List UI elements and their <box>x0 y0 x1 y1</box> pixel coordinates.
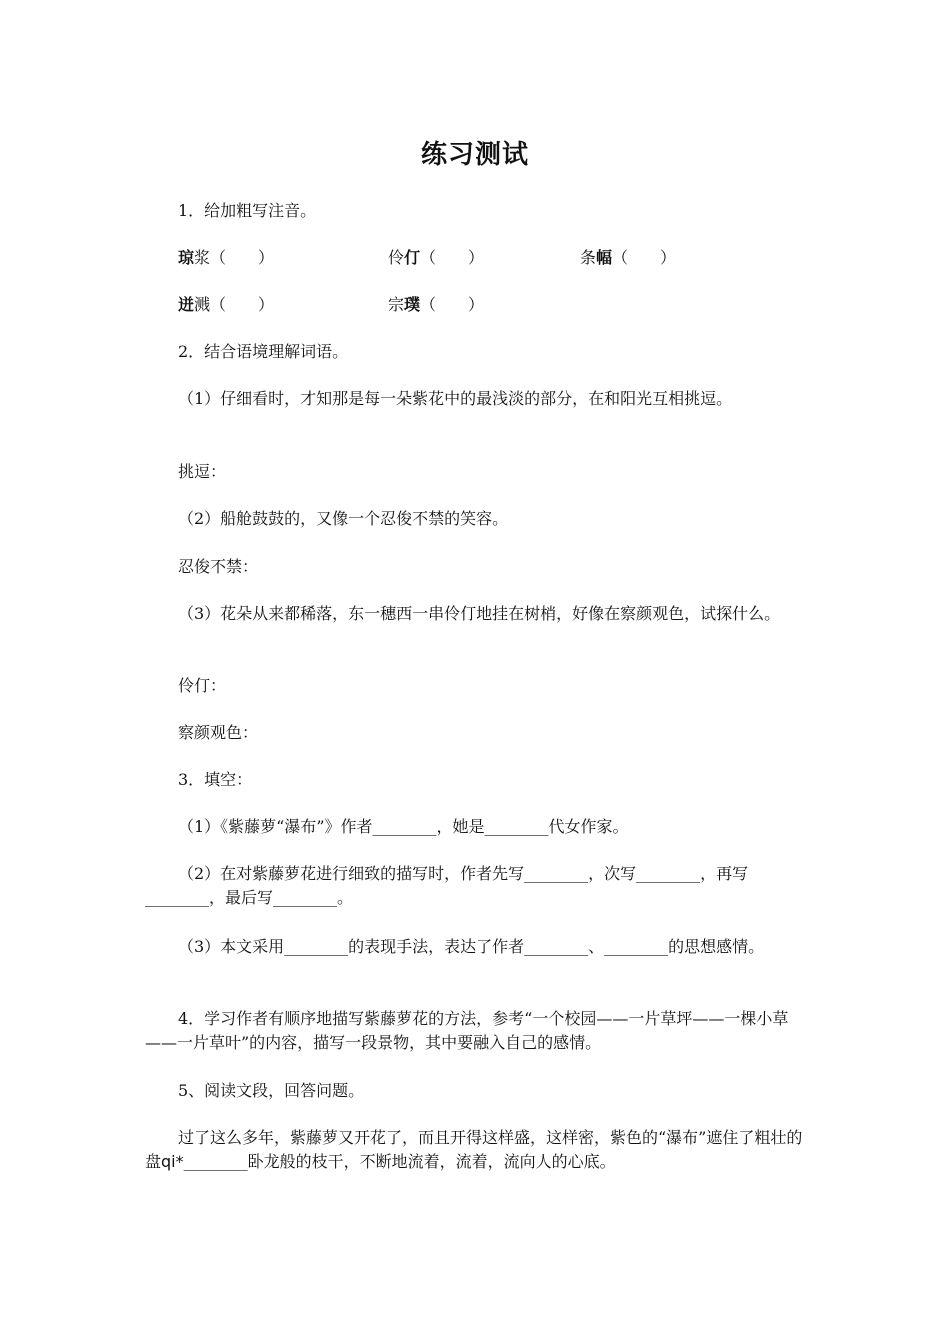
q2-sentence-3: （3）花朵从来都稀落，东一穗西一串伶仃地挂在树梢，好像在察颜观色，试探什么。 <box>178 604 781 623</box>
item-rest: （ ） <box>420 248 485 267</box>
question-5-prompt: 5、阅读文段，回答问题。 <box>178 1081 365 1100</box>
item-rest: （ ） <box>420 295 485 314</box>
bold-char: 迸 <box>178 295 195 314</box>
bold-char: 仃 <box>404 248 421 267</box>
passage-pinyin: qi* <box>161 1152 184 1171</box>
item-pre: 宗 <box>388 295 405 314</box>
item-rest: 浆（ ） <box>194 248 275 267</box>
q5-passage <box>145 1126 810 1174</box>
question-1-prompt: 1．给加粗写注音。 <box>178 201 317 220</box>
bold-char: 琼 <box>178 248 195 267</box>
item-pre: 条 <box>580 248 597 267</box>
q1-item-5 <box>388 293 484 317</box>
q1-item-1 <box>178 246 274 270</box>
bold-char: 璞 <box>404 295 421 314</box>
q2-word-4: 察颜观色： <box>178 723 259 742</box>
passage-text: 过了这么多年，紫藤萝又开花了，而且开得这样盛，这样密，紫色的“瀑布”遮住了粗壮的盘 <box>145 1128 803 1171</box>
q2-sentence-1: （1）仔细看时，才知那是每一朵紫花中的最浅淡的部分，在和阳光互相挑逗。 <box>178 389 733 408</box>
q3-fill-2: （2）在对紫藤萝花进行细致的描写时，作者先写________，次写________，再写________，最后写________。 <box>145 864 749 907</box>
q2-word-2: 忍俊不禁： <box>178 557 259 576</box>
q2-word-3: 伶仃： <box>178 676 227 695</box>
question-3-prompt: 3．填空： <box>178 770 253 789</box>
item-pre: 伶 <box>388 248 405 267</box>
q3-fill-1: （1）《紫藤萝“瀑布”》作者________，她是________代女作家。 <box>178 817 629 836</box>
q1-item-2 <box>388 246 484 270</box>
q3-fill-3: （3）本文采用________的表现手法，表达了作者________、________的思想感情。 <box>178 937 765 956</box>
q1-item-4 <box>178 293 274 317</box>
q2-sentence-2: （2）船舱鼓鼓的，又像一个忍俊不禁的笑容。 <box>178 509 509 528</box>
bold-char: 幅 <box>596 248 613 267</box>
passage-text-end: ________卧龙般的枝干，不断地流着，流着，流向人的心底。 <box>183 1152 616 1171</box>
question-4: 4．学习作者有顺序地描写紫藤萝花的方法，参考“一个校园——一片草坪——一棵小草——一片草叶”的内容，描写一段景物，其中要融入自己的感情。 <box>145 1009 789 1052</box>
item-rest: 溅（ ） <box>194 295 275 314</box>
q1-item-3 <box>580 246 676 270</box>
page-title: 练习测试 <box>420 140 529 170</box>
item-rest: （ ） <box>612 248 677 267</box>
q2-word-1: 挑逗： <box>178 462 227 481</box>
question-2-prompt: 2．结合语境理解词语。 <box>178 342 349 361</box>
